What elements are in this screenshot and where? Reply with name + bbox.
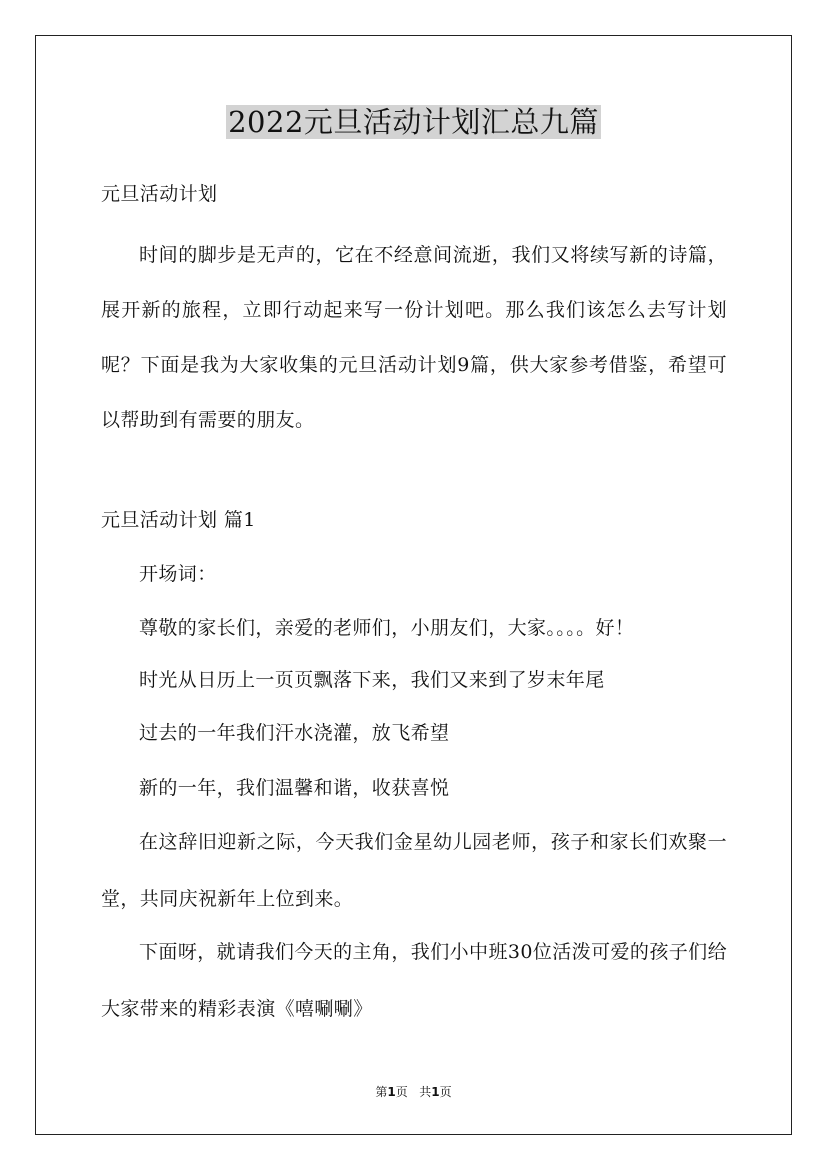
total-suffix: 页 xyxy=(439,1085,452,1099)
intro-block xyxy=(101,228,727,448)
body-paragraph: 下面呀，就请我们今天的主角，我们小中班30位活泼可爱的孩子们给大家带来的精彩表演《嘻唰唰》 xyxy=(101,941,727,1020)
text-line: 新的一年，我们温馨和谐，收获喜悦 xyxy=(139,777,450,799)
article-heading: 元旦活动计划 篇1 xyxy=(101,509,256,531)
body-paragraph: 在这辞旧迎新之际，今天我们金星幼儿园老师，孩子和家长们欢聚一堂，共同庆祝新年上位到来。 xyxy=(101,831,727,910)
intro-paragraph: 时间的脚步是无声的，它在不经意间流逝，我们又将续写新的诗篇，展开新的旅程，立即行动起来写一份计划吧。那么我们该怎么去写计划呢？下面是我为大家收集的元旦活动计划9篇，供大家参考借鉴，希望可以帮助到有需要的朋友。 xyxy=(101,244,727,431)
section-heading: 元旦活动计划 xyxy=(101,183,218,205)
opening-label: 开场词： xyxy=(139,563,217,585)
document-title-text: 2022元旦活动计划汇总九篇 xyxy=(228,105,599,139)
text-line: 时光从日历上一页页飘落下来，我们又来到了岁末年尾 xyxy=(139,669,605,691)
text-line: 过去的一年我们汗水浇灌，放飞希望 xyxy=(139,722,450,744)
current-page-number: 1 xyxy=(387,1085,396,1099)
page-prefix: 第 xyxy=(375,1085,388,1099)
greeting-line: 尊敬的家长们，亲爱的老师们，小朋友们，大家。。。。好！ xyxy=(139,617,635,639)
total-page-number: 1 xyxy=(431,1085,440,1099)
page-footer xyxy=(0,1083,827,1101)
page-suffix: 页 xyxy=(395,1085,408,1099)
total-prefix: 共 xyxy=(419,1085,432,1099)
document-title xyxy=(0,100,827,144)
